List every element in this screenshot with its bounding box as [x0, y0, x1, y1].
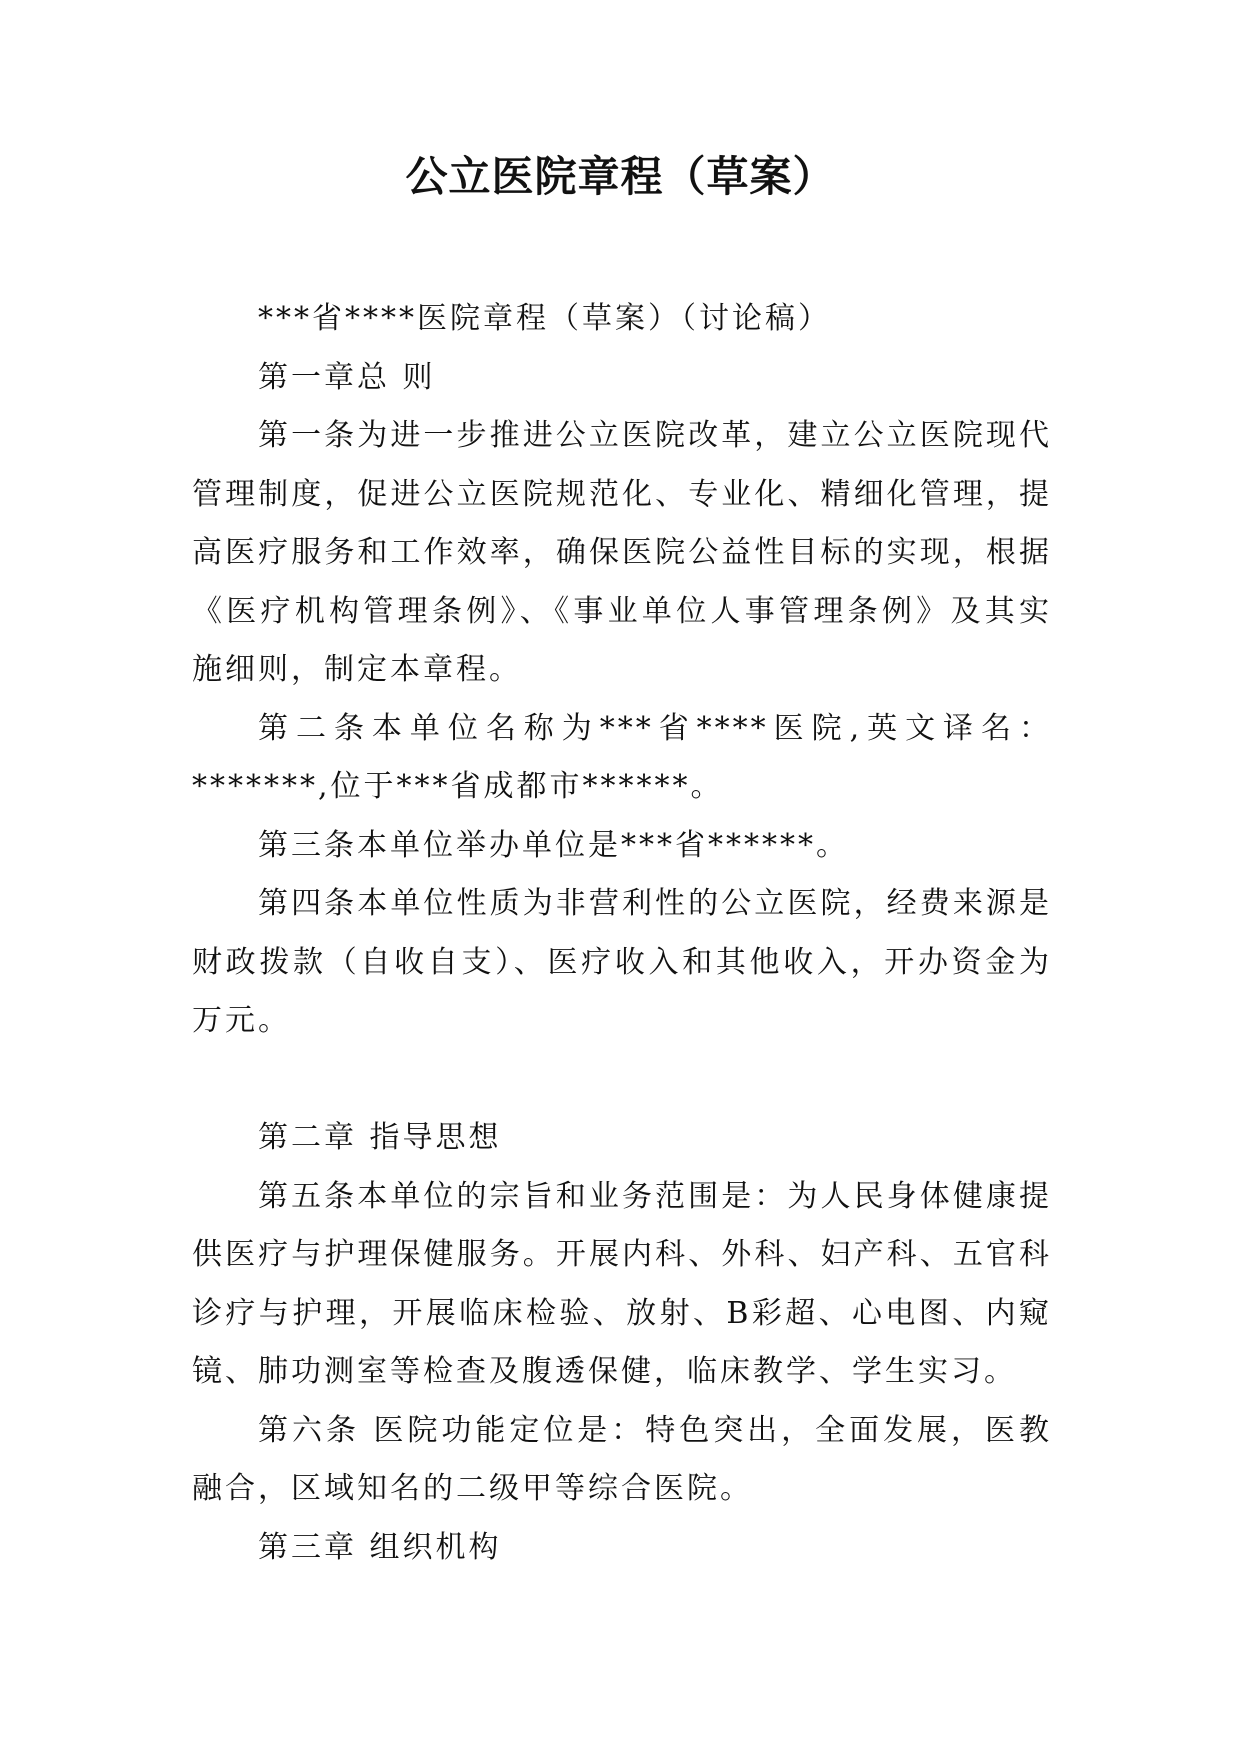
article-paragraph: 第六条 医院功能定位是：特色突出，全面发展，医教融合，区域知名的二级甲等综合医院。 [192, 1412, 1052, 1506]
document-body [192, 290, 1052, 1577]
article-paragraph: 第五条本单位的宗旨和业务范围是：为人民身体健康提供医疗与护理保健服务。开展内科、外科、妇产科、五官科诊疗与护理，开展临床检验、放射、B彩超、心电图、内窥镜、肺功测室等检查及腹透保健，临床教学、学生实习。 [192, 1178, 1052, 1389]
chapter-heading: 第一章总 则 [258, 359, 436, 395]
article-paragraph: 第三条本单位举办单位是***省******。 [258, 827, 849, 863]
paragraph-spacer [192, 1051, 1052, 1110]
chapter-heading: 第三章 组织机构 [258, 1529, 502, 1565]
article-paragraph: 第二条本单位名称为***省****医院,英文译名：*******,位于***省成都市******。 [192, 710, 1052, 804]
chapter-heading: 第二章 指导思想 [258, 1120, 502, 1155]
article-paragraph: 第四条本单位性质为非营利性的公立医院，经费来源是财政拨款（自收自支）、医疗收入和其他收入，开办资金为万元。 [192, 886, 1052, 1038]
page-title: 公立医院章程（草案） [405, 152, 836, 201]
article-paragraph: 第一条为进一步推进公立医院改革，建立公立医院现代管理制度，促进公立医院规范化、专业化、精细化管理，提高医疗服务和工作效率，确保医院公益性目标的实现，根据《医疗机构管理条例》、《事业单位人事管理条例》及其实施细则，制定本章程。 [192, 418, 1052, 687]
document-subtitle: ***省****医院章程（草案）（讨论稿） [258, 301, 831, 336]
